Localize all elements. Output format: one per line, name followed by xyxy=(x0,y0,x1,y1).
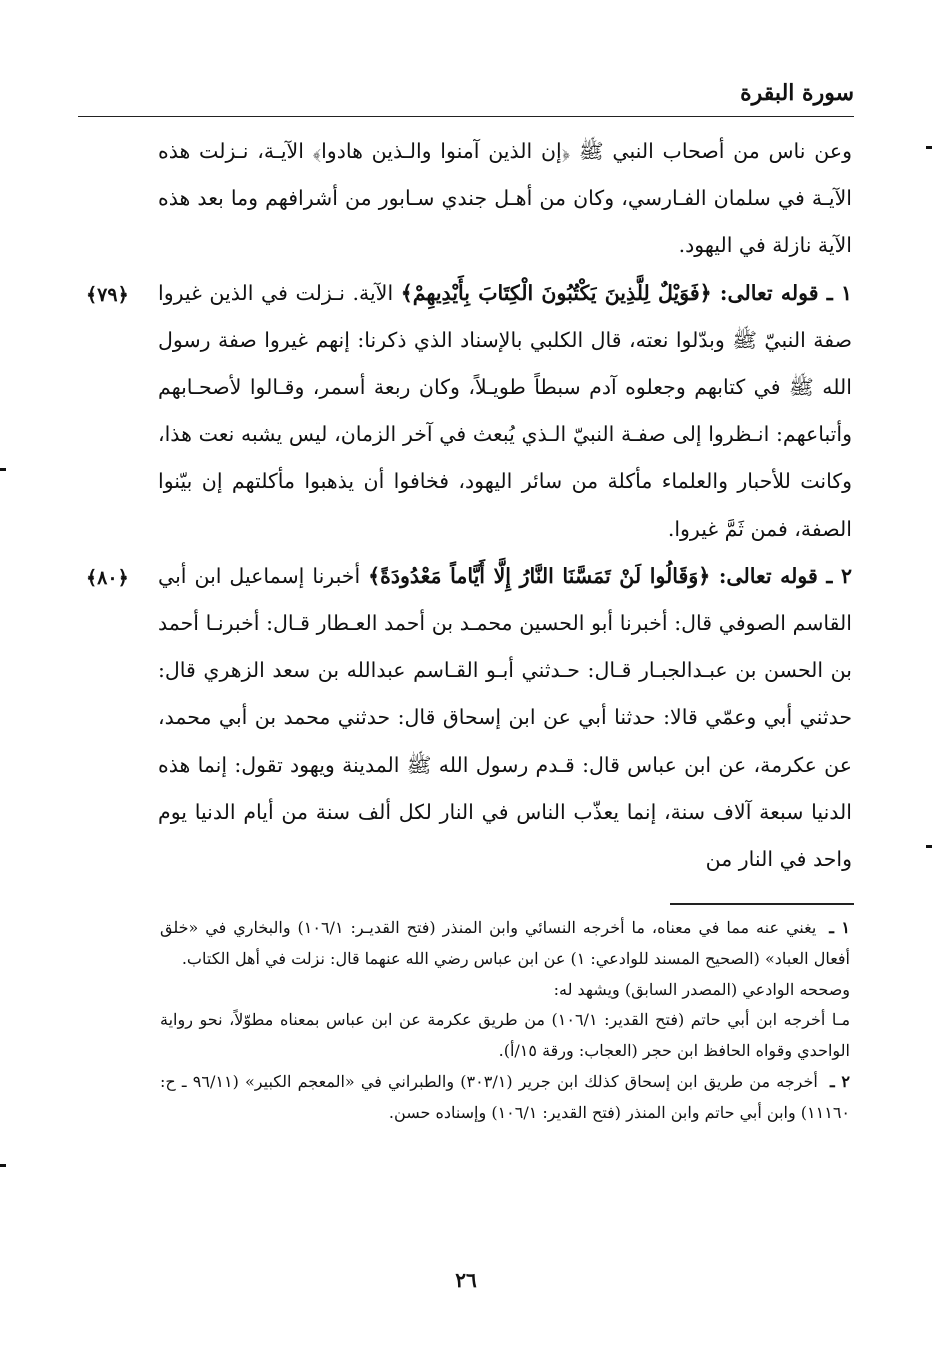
footnote-line: مـا أخرجه ابن أبي حاتم (فتح القدير: ١٠٦/١) من طريق عكرمة عن ابن عباس بمعناه مطوّلاً، نحو رواية الواحدي وقواه الحافظ ابن حجر (العجاب: ورقة ١٥/أ). xyxy=(160,1010,851,1061)
footnote-line: يغني عنه مما في معناه، ما أخرجه النسائي وابن المنذر (فتح القديـر: ١٠٦/١) والبخاري في «خلق أفعال العباد» (الصحيح المسند للوادعي: ١) عن ابن عباس رضي الله عنهما قال: نزلت في أهل الكتاب. xyxy=(160,918,850,968)
verse-commentary: أخبرنا إسماعيل ابن أبي القاسم الصوفي قال: أخبرنا أبو الحسين محمـد بن أحمد العـطار قـال: أخبرنـا أحمد بن الحسن بن عبـدالجبـار قـال: حـدثني أبـو القـاسم عبدالله بن سعد الزهري قال: حدثني أبي وعمّي قالا: حدثنا أبي عن ابن إسحاق قال: حدثني محمد بن أبي محمد، عن عكرمة، عن ابن عباس قال: قـدم رسول الله ﷺ المدينة ويهود تقول: إنما هذه الدنيا سبعة آلاف سنة، إنما يعذّب الناس في النار لكل ألف سنة من أيام الدنيا يوم واحد في النار من xyxy=(158,563,852,872)
verse-lead: ٢ ـ قوله تعالى: ﴿وَقَالُوا لَنْ تَمَسَّنَا النَّارُ إِلَّا أَيَّاماً مَعْدُودَةً﴾ xyxy=(368,563,852,588)
footnote-number: ٢ ـ xyxy=(830,1071,851,1091)
scan-edge-mark xyxy=(0,468,6,471)
verse-commentary: الآية. نـزلت في الذين غيروا صفة النبيّ ﷺ وبدّلوا نعته، قال الكلبي بالإسناد الذي ذكرنا: إنهم غيروا صفة رسول الله ﷺ في كتابهم وجعلوه آدم سبطاً طويـلاً، وكان ربعة أسمر، وقـالوا لأصحـابهم وأتباعهم: انـظروا إلى صفـة النبيّ الـذي يُبعث في آخر الزمان، ليس يشبه نعت هذا، وكانت للأحبار والعلماء مأكلة من سائر اليهود، فخافوا أن يذهبوا مأكلتهم إن بيّنوا الصفة، فمن ثَمَّ غيروا. xyxy=(158,280,852,541)
footnote-number: ١ ـ xyxy=(829,918,850,937)
scan-edge-mark xyxy=(0,1164,6,1167)
footnotes xyxy=(160,913,850,1129)
main-text xyxy=(86,128,852,883)
verse-entry-79 xyxy=(86,270,852,553)
running-header: سورة البقرة xyxy=(740,80,854,106)
footnote-1 xyxy=(160,913,850,975)
footnote-line: أخرجه من طريق ابن إسحاق كذلك ابن جرير (٣٠٣/١) والطبراني في «المعجم الكبير» (٩٦/١١ ـ ح: ١١١٦٠) وابن أبي حاتم وابن المنذر (فتح القدير: ١٠٦/١) وإسناده حسن. xyxy=(160,1071,850,1122)
page-number: ٢٦ xyxy=(455,1268,477,1292)
header-divider xyxy=(78,116,854,117)
footnote-1-line-3 xyxy=(160,1005,850,1067)
footnote-2 xyxy=(160,1067,850,1129)
verse-lead: ١ ـ قوله تعالى: ﴿فَوَيْلٌ لِلَّذِينَ يَكْتُبُونَ الْكِتَابَ بِأَيْدِيهِمْ﴾ xyxy=(400,280,852,305)
footnote-1-line-2 xyxy=(160,975,850,1006)
verse-marker: ﴿٨٠﴾ xyxy=(86,566,129,589)
scan-edge-mark xyxy=(926,845,932,848)
verse-entry-80 xyxy=(86,553,852,883)
footnote-divider xyxy=(670,903,854,905)
footnote-line: وصححه الوادعي (المصدر السابق) ويشهد له: xyxy=(553,979,850,999)
verse-marker: ﴿٧٩﴾ xyxy=(86,283,129,306)
intro-paragraph: وعن ناس من أصحاب النبي ﷺ ﴿إن الذين آمنوا والـذين هادوا﴾ الآيـة، نـزلت هذه الآيـة في سلمان الفـارسي، وكان من أهـل جندي سـابور من أشرافهم وما بعد هذه الآية نازلة في اليهود. xyxy=(158,139,852,258)
scan-edge-mark xyxy=(926,146,932,149)
